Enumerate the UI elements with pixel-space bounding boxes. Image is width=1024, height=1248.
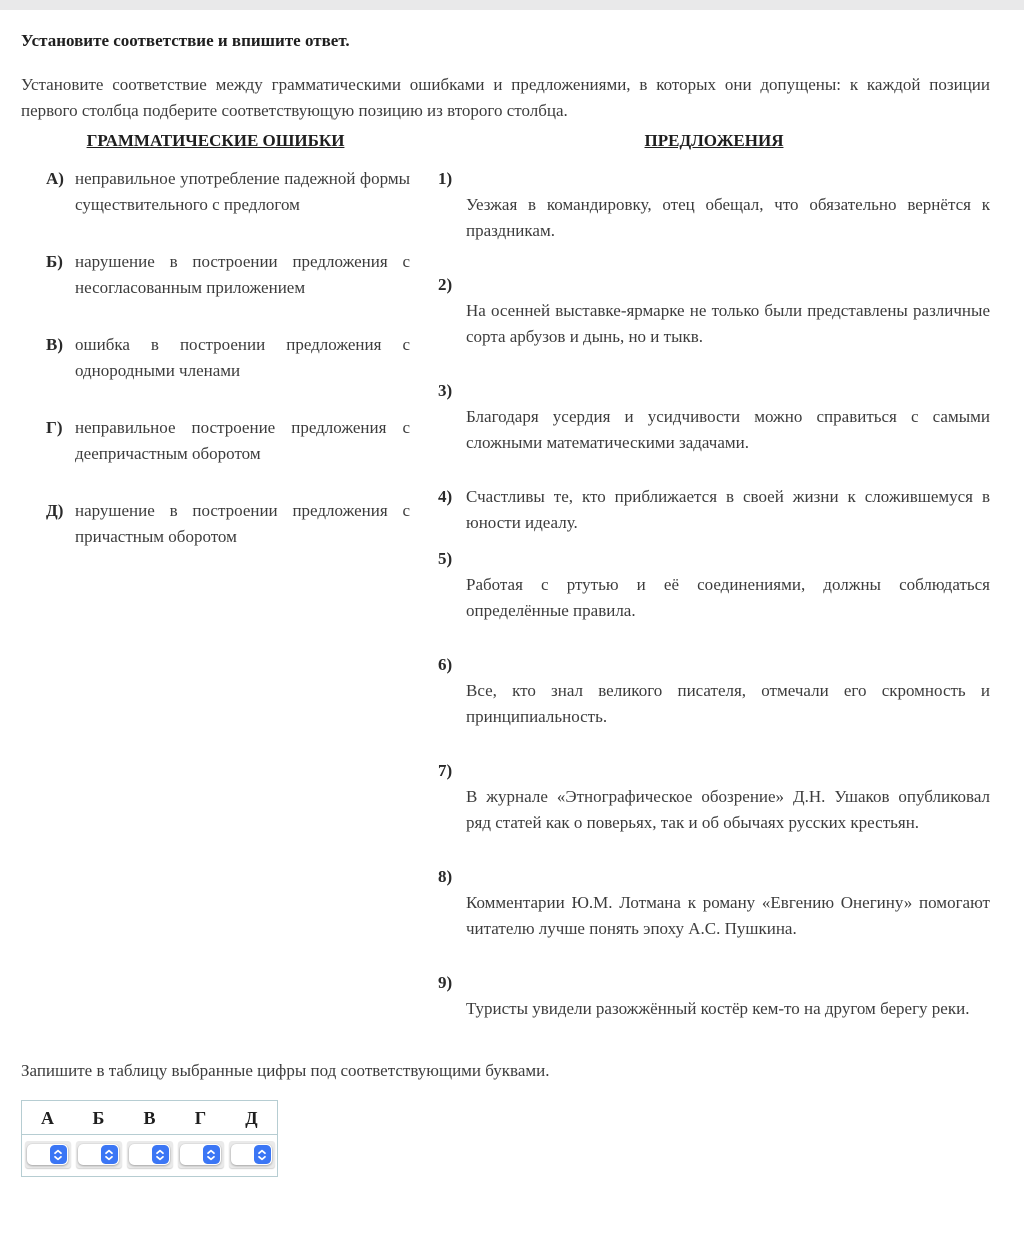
select-field: [180, 1144, 221, 1165]
select-field: [27, 1144, 68, 1165]
sentence-item-5: [438, 546, 990, 624]
page-title: Установите соответствие и впишите ответ.: [21, 31, 350, 50]
sentence-item-text: Туристы увидели разожжённый костёр кем-то на другом берегу реки.: [466, 999, 970, 1018]
answer-select-d[interactable]: [229, 1141, 275, 1168]
sentence-item-4: [438, 484, 990, 536]
answer-table-header-g: Г: [175, 1101, 226, 1135]
sentence-item-label: 6): [438, 655, 453, 674]
sentence-item-3: [438, 378, 990, 456]
errors-column-header: ГРАММАТИЧЕСКИЕ ОШИБКИ: [86, 131, 345, 150]
sentences-column-header: ПРЕДЛОЖЕНИЯ: [644, 131, 784, 150]
sentence-item-label: 3): [438, 381, 453, 400]
answer-select-b[interactable]: [76, 1141, 122, 1168]
error-item-label: Г): [46, 418, 63, 437]
answer-table-header-a: А: [22, 1101, 74, 1135]
answer-table: [21, 1100, 278, 1177]
task-page: [0, 28, 1024, 1177]
sentence-item-text: На осенней выставке-ярмарке не только были представлены различные сорта арбузов и дынь, но и тыкв.: [466, 301, 990, 346]
up-down-chevrons-icon: [101, 1145, 118, 1164]
up-down-chevrons-icon: [50, 1145, 67, 1164]
sentence-item-8: [438, 864, 990, 942]
top-bar: [0, 0, 1024, 10]
answer-select-g[interactable]: [178, 1141, 224, 1168]
answer-table-header-row: [22, 1101, 278, 1135]
sentence-item-text: Комментарии Ю.М. Лотмана к роману «Евгению Онегину» помогают читателю лучше понять эпоху А.С. Пушкина.: [466, 893, 990, 938]
error-item-text: неправильное употребление падежной формы существительного с предлогом: [75, 169, 410, 214]
error-item-d: [46, 498, 410, 550]
sentence-item-label: 5): [438, 549, 453, 568]
sentence-item-text: Все, кто знал великого писателя, отмечали его скромность и принципиальность.: [466, 681, 990, 726]
sentence-item-label: 7): [438, 761, 453, 780]
error-item-v: [46, 332, 410, 384]
error-item-label: Б): [46, 252, 63, 271]
errors-column: [21, 128, 410, 1050]
sentence-item-label: 4): [438, 487, 453, 506]
error-item-text: неправильное построение предложения с деепричастным оборотом: [75, 418, 410, 463]
sentence-item-text: Счастливы те, кто приближается в своей жизни к сложившемуся в юности идеалу.: [466, 487, 990, 532]
error-item-label: Д): [46, 501, 64, 520]
up-down-chevrons-icon: [254, 1145, 271, 1164]
error-item-g: [46, 415, 410, 467]
sentence-item-label: 1): [438, 169, 453, 188]
sentence-item-9: [438, 970, 990, 1022]
answer-table-header-b: Б: [73, 1101, 124, 1135]
error-item-label: В): [46, 335, 63, 354]
sentences-column: [438, 128, 990, 1050]
matching-columns: [21, 128, 990, 1050]
select-field: [231, 1144, 272, 1165]
sentence-item-1: [438, 166, 990, 244]
up-down-chevrons-icon: [152, 1145, 169, 1164]
sentence-item-7: [438, 758, 990, 836]
sentence-item-text: Уезжая в командировку, отец обещал, что обязательно вернётся к праздникам.: [466, 195, 990, 240]
select-field: [129, 1144, 170, 1165]
error-item-text: ошибка в построении предложения с однородными членами: [75, 335, 410, 380]
error-item-b: [46, 249, 410, 301]
sentence-item-label: 9): [438, 973, 453, 992]
answer-table-header-v: В: [124, 1101, 175, 1135]
sentence-item-6: [438, 652, 990, 730]
error-item-text: нарушение в построении предложения с причастным оборотом: [75, 501, 410, 546]
sentence-item-label: 8): [438, 867, 453, 886]
answer-select-a[interactable]: [25, 1141, 71, 1168]
sentence-item-text: Благодаря усердия и усидчивости можно справиться с самыми сложными математическими задачами.: [466, 407, 990, 452]
up-down-chevrons-icon: [203, 1145, 220, 1164]
answer-select-v[interactable]: [127, 1141, 173, 1168]
task-instruction: Установите соответствие между грамматическими ошибками и предложениями, в которых они допущены: к каждой позиции первого столбца подберите соответствующую позицию из второго столбца.: [21, 75, 990, 120]
error-item-text: нарушение в построении предложения с несогласованным приложением: [75, 252, 410, 297]
sentence-item-label: 2): [438, 275, 453, 294]
error-item-a: [46, 166, 410, 218]
error-item-label: А): [46, 169, 64, 188]
sentence-item-2: [438, 272, 990, 350]
answer-instruction: Запишите в таблицу выбранные цифры под соответствующими буквами.: [21, 1061, 550, 1080]
answer-table-header-d: Д: [226, 1101, 278, 1135]
answer-table-select-row: [22, 1135, 278, 1177]
sentence-item-text: Работая с ртутью и её соединениями, должны соблюдаться определённые правила.: [466, 575, 990, 620]
select-field: [78, 1144, 119, 1165]
sentence-item-text: В журнале «Этнографическое обозрение» Д.Н. Ушаков опубликовал ряд статей как о поверьях, так и об обычаях русских крестьян.: [466, 787, 990, 832]
